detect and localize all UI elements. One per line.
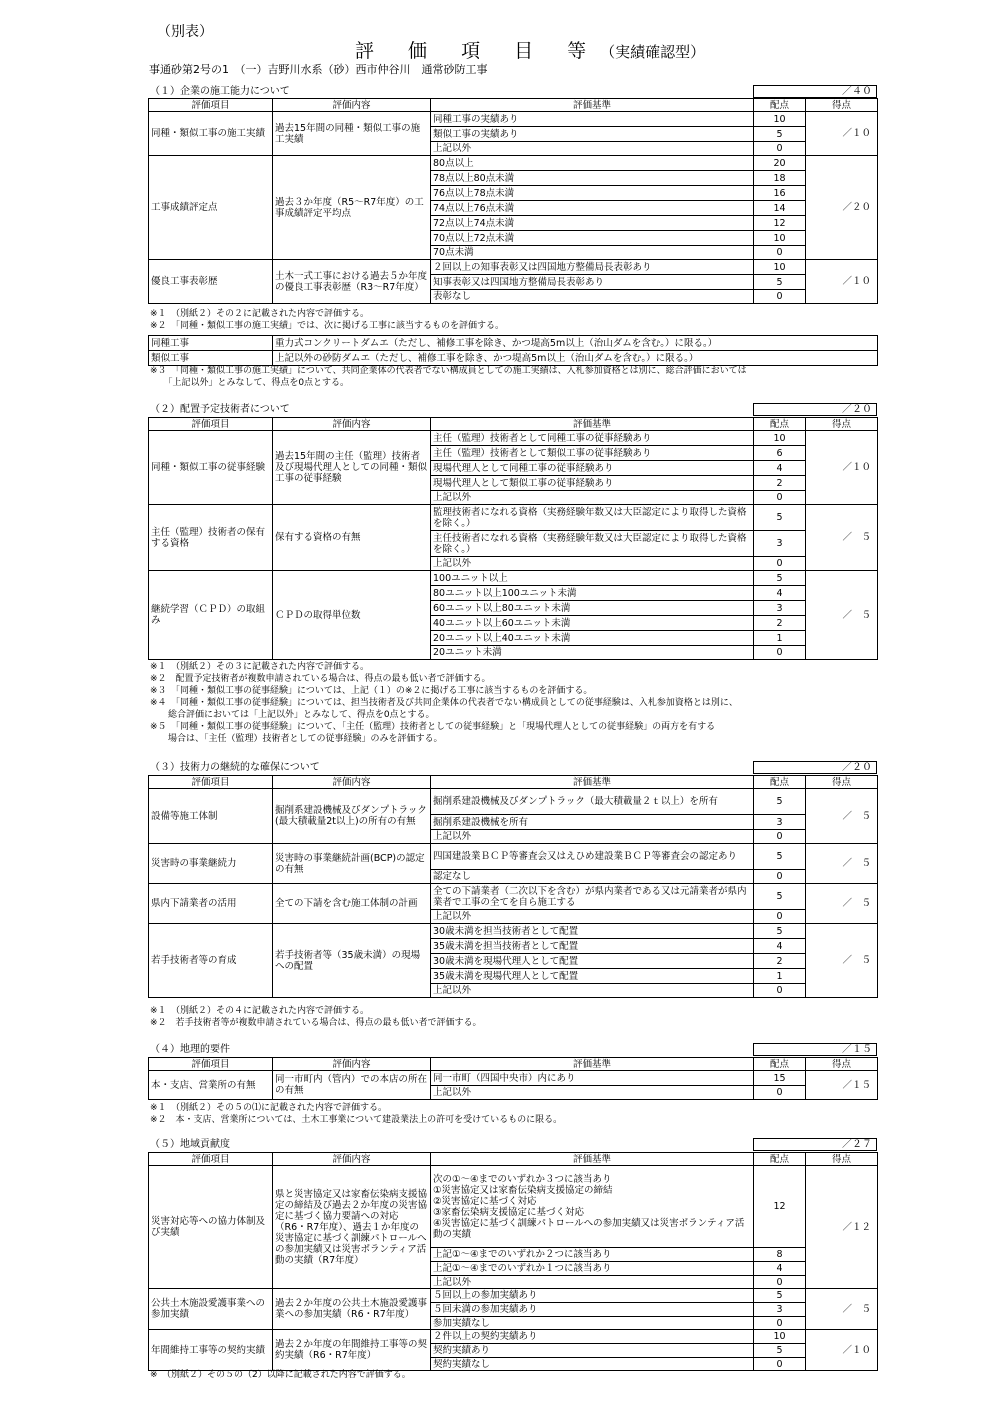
- eval-item: 主任（監理）技術者の保有する資格: [149, 505, 273, 571]
- eval-criterion: 上記以外: [431, 142, 754, 156]
- eval-criterion: 主任技術者になれる資格（実務経験年数又は大臣認定により取得した資格を除く。）: [431, 531, 754, 557]
- header-row: [149, 776, 878, 789]
- eval-criterion: 現場代理人として類似工事の従事経験あり: [431, 476, 754, 491]
- points-cell: 0: [754, 1276, 806, 1289]
- eval-criterion: 主任（監理）技術者として同種工事の従事経験あり: [431, 431, 754, 446]
- note-line: ※２ 若手技術者等が複数申請されている場合は、得点の最も低い者で評価する。: [150, 1018, 482, 1028]
- section5-heading: （５）地域貢献度: [150, 1139, 230, 1150]
- score-cell: ／１２: [806, 1166, 878, 1289]
- eval-criterion: 上記①～④までのいずれか２つに該当あり: [431, 1248, 754, 1262]
- definition-label: 同種工事: [149, 336, 273, 351]
- table-row: [149, 1289, 878, 1303]
- note-line: ※３ 「同種・類似工事の施工実績」について、共同企業体の代表者でない構成員としての施工実績は、入札参加資格とは別に、総合評価においては: [150, 366, 747, 376]
- points-cell: 14: [754, 201, 806, 216]
- note-line: ※２ 「同種・類似工事の施工実績」では、次に掲げる工事に該当するものを評価する。: [150, 321, 505, 331]
- eval-criterion: 35歳未満を担当技術者として配置: [431, 939, 754, 954]
- points-cell: 5: [754, 127, 806, 142]
- note-line: ※２ 配置予定技術者が複数申請されている場合は、得点の最も低い者で評価する。: [150, 674, 491, 684]
- points-cell: 5: [754, 505, 806, 531]
- table-row: [149, 505, 878, 531]
- eval-content: 災害時の事業継続計画(BCP)の認定の有無: [273, 844, 431, 884]
- eval-criterion: 知事表彰又は四国地方整備局長表彰あり: [431, 275, 754, 290]
- eval-criterion: 掘削系建設機械を所有: [431, 815, 754, 830]
- section1-total: ／４０: [753, 85, 877, 98]
- col-header-item: 評価項目: [149, 1058, 273, 1071]
- eval-criterion: 70点以上72点未満: [431, 231, 754, 246]
- eval-criterion: 上記以外: [431, 984, 754, 998]
- eval-criterion: 上記以外: [431, 491, 754, 505]
- points-cell: 16: [754, 186, 806, 201]
- points-cell: 1: [754, 969, 806, 984]
- table-row: [149, 571, 878, 586]
- points-cell: 0: [754, 1317, 806, 1330]
- note-line: ※１ （別紙２）その４に記載された内容で評価する。: [150, 1006, 370, 1016]
- attachment-label: （別表）: [157, 24, 213, 40]
- table-row: [149, 1330, 878, 1344]
- points-cell: 0: [754, 830, 806, 844]
- score-cell: ／ ５: [806, 571, 878, 660]
- eval-criterion: 上記以外: [431, 1086, 754, 1100]
- table-row: [149, 844, 878, 870]
- note-line: 総合評価においては「上記以外」とみなして、得点を0点とする。: [150, 710, 435, 720]
- eval-criterion: ２件以上の契約実績あり: [431, 1330, 754, 1344]
- points-cell: 0: [754, 870, 806, 884]
- definition-row: [149, 336, 878, 351]
- points-cell: 8: [754, 1248, 806, 1262]
- definition-text: 上記以外の砂防ダムエ（ただし、補修工事を除き、かつ堤高5m以上（治山ダムを含む。）に限る。）: [273, 351, 878, 366]
- eval-criterion: 四国建設業ＢＣＰ等審査会又はえひめ建設業ＢＣＰ等審査会の認定あり: [431, 844, 754, 870]
- score-cell: ／１５: [806, 1071, 878, 1100]
- eval-criterion: 72点以上74点未満: [431, 216, 754, 231]
- eval-content: 過去15年間の主任（監理）技術者及び現場代理人としての同種・類似工事の従事経験: [273, 431, 431, 505]
- note-line: ※４ 「同種・類似工事の従事経験」については、担当技術者及び共同企業体の代表者でない構成員としての従事経験は、入札参加資格とは別に、: [150, 698, 738, 708]
- col-header-item: 評価項目: [149, 99, 273, 112]
- section3-table: [148, 775, 878, 998]
- title-sub: （実績確認型）: [600, 43, 706, 61]
- col-header-score: 得点: [806, 418, 878, 431]
- col-header-points: 配点: [754, 1058, 806, 1071]
- points-cell: 1: [754, 631, 806, 646]
- eval-criterion: 上記以外: [431, 557, 754, 571]
- points-cell: 15: [754, 1071, 806, 1086]
- points-cell: 3: [754, 815, 806, 830]
- col-header-content: 評価内容: [273, 418, 431, 431]
- eval-content: 過去15年間の同種・類似工事の施工実績: [273, 112, 431, 156]
- title-main: 評 価 項 目 等: [355, 40, 601, 62]
- col-header-score: 得点: [806, 99, 878, 112]
- eval-item: 本・支店、営業所の有無: [149, 1071, 273, 1100]
- eval-criterion: 30歳未満を現場代理人として配置: [431, 954, 754, 969]
- eval-criterion: ２回以上の知事表彰又は四国地方整備局長表彰あり: [431, 260, 754, 275]
- points-cell: 12: [754, 1166, 806, 1248]
- points-cell: 0: [754, 984, 806, 998]
- eval-content: 土木一式工事における過去５か年度の優良工事表彰歴（R3～R7年度）: [273, 260, 431, 304]
- score-cell: ／１０: [806, 1330, 878, 1371]
- eval-criterion: 類似工事の実績あり: [431, 127, 754, 142]
- points-cell: 0: [754, 142, 806, 156]
- definition-text: 重力式コンクリートダムエ（ただし、補修工事を除き、かつ堤高5m以上（治山ダムを含む。）に限る。）: [273, 336, 878, 351]
- points-cell: 3: [754, 1303, 806, 1317]
- points-cell: 5: [754, 571, 806, 586]
- eval-criterion: 監理技術者になれる資格（実務経験年数又は大臣認定により取得した資格を除く。）: [431, 505, 754, 531]
- col-header-content: 評価内容: [273, 1153, 431, 1166]
- section2-table: [148, 417, 878, 660]
- points-cell: 0: [754, 1086, 806, 1100]
- points-cell: 2: [754, 954, 806, 969]
- eval-item: 設備等施工体制: [149, 789, 273, 844]
- section1-table: [148, 98, 878, 304]
- eval-criterion: 主任（監理）技術者として類似工事の従事経験あり: [431, 446, 754, 461]
- eval-criterion: 上記以外: [431, 910, 754, 924]
- section5-table: [148, 1152, 878, 1371]
- score-cell: ／ ５: [806, 884, 878, 924]
- note-line: ※５ 「同種・類似工事の従事経験」について、「主任（監理）技術者としての従事経験」と「現場代理人としての従事経験」の両方を有する: [150, 722, 716, 732]
- eval-criterion: 同種工事の実績あり: [431, 112, 754, 127]
- eval-item: 優良工事表彰歴: [149, 260, 273, 304]
- points-cell: 0: [754, 491, 806, 505]
- points-cell: 4: [754, 939, 806, 954]
- eval-criterion: 35歳未満を現場代理人として配置: [431, 969, 754, 984]
- eval-content: 同一市町内（管内）での本店の所在の有無: [273, 1071, 431, 1100]
- note-line: ※２ 本・支店、営業所については、土木工事業について建設業法上の許可を受けているものに限る。: [150, 1115, 563, 1125]
- table-row: [149, 789, 878, 815]
- header-row: [149, 99, 878, 112]
- note-line: ※１ （別紙２）その３に記載された内容で評価する。: [150, 662, 370, 672]
- table-row: [149, 924, 878, 939]
- points-cell: 18: [754, 171, 806, 186]
- points-cell: 6: [754, 446, 806, 461]
- col-header-item: 評価項目: [149, 776, 273, 789]
- eval-item: 若手技術者等の育成: [149, 924, 273, 998]
- eval-criterion: 掘削系建設機械及びダンプトラック（最大積載量２ｔ以上）を所有: [431, 789, 754, 815]
- points-cell: 5: [754, 275, 806, 290]
- eval-item: 年間維持工事等の契約実績: [149, 1330, 273, 1371]
- col-header-criteria: 評価基準: [431, 418, 754, 431]
- eval-criterion: 74点以上76点未満: [431, 201, 754, 216]
- eval-content: 掘削系建設機械及びダンプトラック(最大積載量2t以上)の所有の有無: [273, 789, 431, 844]
- eval-criterion: 78点以上80点未満: [431, 171, 754, 186]
- eval-criterion: 次の①～④までのいずれか３つに該当あり ①災害協定又は家畜伝染病支援協定の締結 ②災害協定に基づく対応 ③家畜伝染病支援協定に基づく対応 ④災害協定に基づく訓練パトロールへの参加実績又は災害ボランティア活動の実績: [431, 1166, 754, 1248]
- definition-label: 類似工事: [149, 351, 273, 366]
- col-header-score: 得点: [806, 776, 878, 789]
- eval-criterion: ５回未満の参加実績あり: [431, 1303, 754, 1317]
- eval-criterion: 100ユニット以上: [431, 571, 754, 586]
- table-row: [149, 112, 878, 127]
- col-header-score: 得点: [806, 1153, 878, 1166]
- header-row: [149, 418, 878, 431]
- points-cell: 5: [754, 789, 806, 815]
- table-row: [149, 260, 878, 275]
- header-row: [149, 1153, 878, 1166]
- eval-item: 公共土木施設愛護事業への参加実績: [149, 1289, 273, 1330]
- eval-criterion: 上記以外: [431, 830, 754, 844]
- score-cell: ／１０: [806, 112, 878, 156]
- section2-total: ／２０: [753, 403, 877, 416]
- points-cell: 10: [754, 431, 806, 446]
- section1-heading: （１）企業の施工能力について: [150, 86, 290, 97]
- eval-criterion: 30歳未満を担当技術者として配置: [431, 924, 754, 939]
- eval-criterion: 80点以上: [431, 156, 754, 171]
- section4-total: ／１５: [753, 1043, 877, 1056]
- eval-criterion: 認定なし: [431, 870, 754, 884]
- eval-criterion: 60ユニット以上80ユニット未満: [431, 601, 754, 616]
- eval-item: 災害対応等への協力体制及び実績: [149, 1166, 273, 1289]
- score-cell: ／ ５: [806, 789, 878, 844]
- points-cell: 0: [754, 557, 806, 571]
- eval-content: 過去２か年度の年間維持工事等の契約実績（R6・R7年度）: [273, 1330, 431, 1371]
- table-row: [149, 1166, 878, 1248]
- points-cell: 0: [754, 646, 806, 660]
- table-row: [149, 884, 878, 910]
- project-subtitle: 事通砂第2号の1 （一）吉野川水系（砂）西市仲谷川 通常砂防工事: [149, 63, 488, 76]
- eval-criterion: 参加実績なし: [431, 1317, 754, 1330]
- points-cell: 0: [754, 1358, 806, 1371]
- score-cell: ／ ５: [806, 844, 878, 884]
- score-cell: ／２０: [806, 156, 878, 260]
- points-cell: 4: [754, 1262, 806, 1276]
- col-header-criteria: 評価基準: [431, 1153, 754, 1166]
- section3-heading: （３）技術力の継続的な確保について: [150, 762, 320, 773]
- eval-criterion: 全ての下請業者（二次以下を含む）が県内業者である又は元請業者が県内業者で工事の全てを自ら施工する: [431, 884, 754, 910]
- col-header-points: 配点: [754, 99, 806, 112]
- section1-definition-table: [148, 335, 878, 366]
- score-cell: ／ ５: [806, 505, 878, 571]
- eval-content: 過去３か年度（R5～R7年度）の工事成績評定平均点: [273, 156, 431, 260]
- eval-item: 災害時の事業継続力: [149, 844, 273, 884]
- eval-criterion: 20ユニット以上40ユニット未満: [431, 631, 754, 646]
- eval-item: 県内下請業者の活用: [149, 884, 273, 924]
- points-cell: 5: [754, 924, 806, 939]
- points-cell: 3: [754, 531, 806, 557]
- eval-criterion: 20ユニット未満: [431, 646, 754, 660]
- col-header-content: 評価内容: [273, 99, 431, 112]
- col-header-criteria: 評価基準: [431, 776, 754, 789]
- eval-criterion: 契約実績なし: [431, 1358, 754, 1371]
- points-cell: 0: [754, 910, 806, 924]
- col-header-score: 得点: [806, 1058, 878, 1071]
- eval-content: 保有する資格の有無: [273, 505, 431, 571]
- col-header-content: 評価内容: [273, 776, 431, 789]
- points-cell: 4: [754, 586, 806, 601]
- eval-criterion: 表彰なし: [431, 290, 754, 304]
- points-cell: 10: [754, 231, 806, 246]
- eval-content: 全ての下請を含む施工体制の計画: [273, 884, 431, 924]
- eval-criterion: 上記以外: [431, 1276, 754, 1289]
- definition-row: [149, 351, 878, 366]
- points-cell: 12: [754, 216, 806, 231]
- section5-total: ／２７: [753, 1138, 877, 1151]
- col-header-item: 評価項目: [149, 1153, 273, 1166]
- score-cell: ／１０: [806, 431, 878, 505]
- points-cell: 2: [754, 476, 806, 491]
- eval-criterion: 40ユニット以上60ユニット未満: [431, 616, 754, 631]
- eval-item: 工事成績評定点: [149, 156, 273, 260]
- section4-table: [148, 1057, 878, 1100]
- col-header-criteria: 評価基準: [431, 99, 754, 112]
- col-header-item: 評価項目: [149, 418, 273, 431]
- eval-criterion: ５回以上の参加実績あり: [431, 1289, 754, 1303]
- points-cell: 5: [754, 1289, 806, 1303]
- points-cell: 3: [754, 601, 806, 616]
- note-line: 場合は、「主任（監理）技術者としての従事経験」のみを評価する。: [150, 734, 443, 744]
- points-cell: 5: [754, 884, 806, 910]
- note-line: ※ （別紙２）その５の（2）以降に記載された内容で評価する。: [150, 1370, 411, 1380]
- points-cell: 5: [754, 1344, 806, 1358]
- score-cell: ／１０: [806, 260, 878, 304]
- col-header-points: 配点: [754, 776, 806, 789]
- eval-criterion: 現場代理人として同種工事の従事経験あり: [431, 461, 754, 476]
- score-cell: ／ ５: [806, 1289, 878, 1330]
- points-cell: 4: [754, 461, 806, 476]
- eval-item: 同種・類似工事の従事経験: [149, 431, 273, 505]
- points-cell: 2: [754, 616, 806, 631]
- table-row: [149, 1071, 878, 1086]
- eval-content: 県と災害協定又は家畜伝染病支援協定の締結及び過去２か年度の災害協定に基づく協力要請への対応（R6・R7年度）、過去１か年度の災害協定に基づく訓練パトロールへの参加実績又は災害ボランティア活動の実績（R7年度）: [273, 1166, 431, 1289]
- section2-heading: （２）配置予定技術者について: [150, 404, 290, 415]
- points-cell: 10: [754, 1330, 806, 1344]
- eval-criterion: 上記①～④までのいずれか１つに該当あり: [431, 1262, 754, 1276]
- points-cell: 5: [754, 844, 806, 870]
- col-header-content: 評価内容: [273, 1058, 431, 1071]
- eval-item: 同種・類似工事の施工実績: [149, 112, 273, 156]
- eval-content: ＣＰＤの取得単位数: [273, 571, 431, 660]
- eval-content: 過去２か年度の公共土木施設愛護事業への参加実績（R6・R7年度）: [273, 1289, 431, 1330]
- note-line: ※３ 「同種・類似工事の従事経験」については、上記（１）の※２に掲げる工事に該当するものを評価する。: [150, 686, 593, 696]
- points-cell: 0: [754, 246, 806, 260]
- eval-criterion: 契約実績あり: [431, 1344, 754, 1358]
- page-title: [355, 40, 705, 63]
- points-cell: 10: [754, 260, 806, 275]
- col-header-points: 配点: [754, 418, 806, 431]
- points-cell: 10: [754, 112, 806, 127]
- points-cell: 0: [754, 290, 806, 304]
- points-cell: 20: [754, 156, 806, 171]
- eval-item: 継続学習（ＣＰＤ）の取組み: [149, 571, 273, 660]
- note-line: ※１ （別紙２）その２に記載された内容で評価する。: [150, 309, 370, 319]
- table-row: [149, 431, 878, 446]
- eval-criterion: 70点未満: [431, 246, 754, 260]
- note-line: 「上記以外」とみなして、得点を0点とする。: [150, 378, 350, 388]
- eval-criterion: 同一市町（四国中央市）内にあり: [431, 1071, 754, 1086]
- header-row: [149, 1058, 878, 1071]
- section4-heading: （４）地理的要件: [150, 1044, 230, 1055]
- eval-criterion: 80ユニット以上100ユニット未満: [431, 586, 754, 601]
- col-header-criteria: 評価基準: [431, 1058, 754, 1071]
- col-header-points: 配点: [754, 1153, 806, 1166]
- section3-total: ／２０: [753, 761, 877, 774]
- note-line: ※１ （別紙２）その５の⑴に記載された内容で評価する。: [150, 1103, 388, 1113]
- eval-content: 若手技術者等（35歳未満）の現場への配置: [273, 924, 431, 998]
- eval-criterion: 76点以上78点未満: [431, 186, 754, 201]
- score-cell: ／ ５: [806, 924, 878, 998]
- table-row: [149, 156, 878, 171]
